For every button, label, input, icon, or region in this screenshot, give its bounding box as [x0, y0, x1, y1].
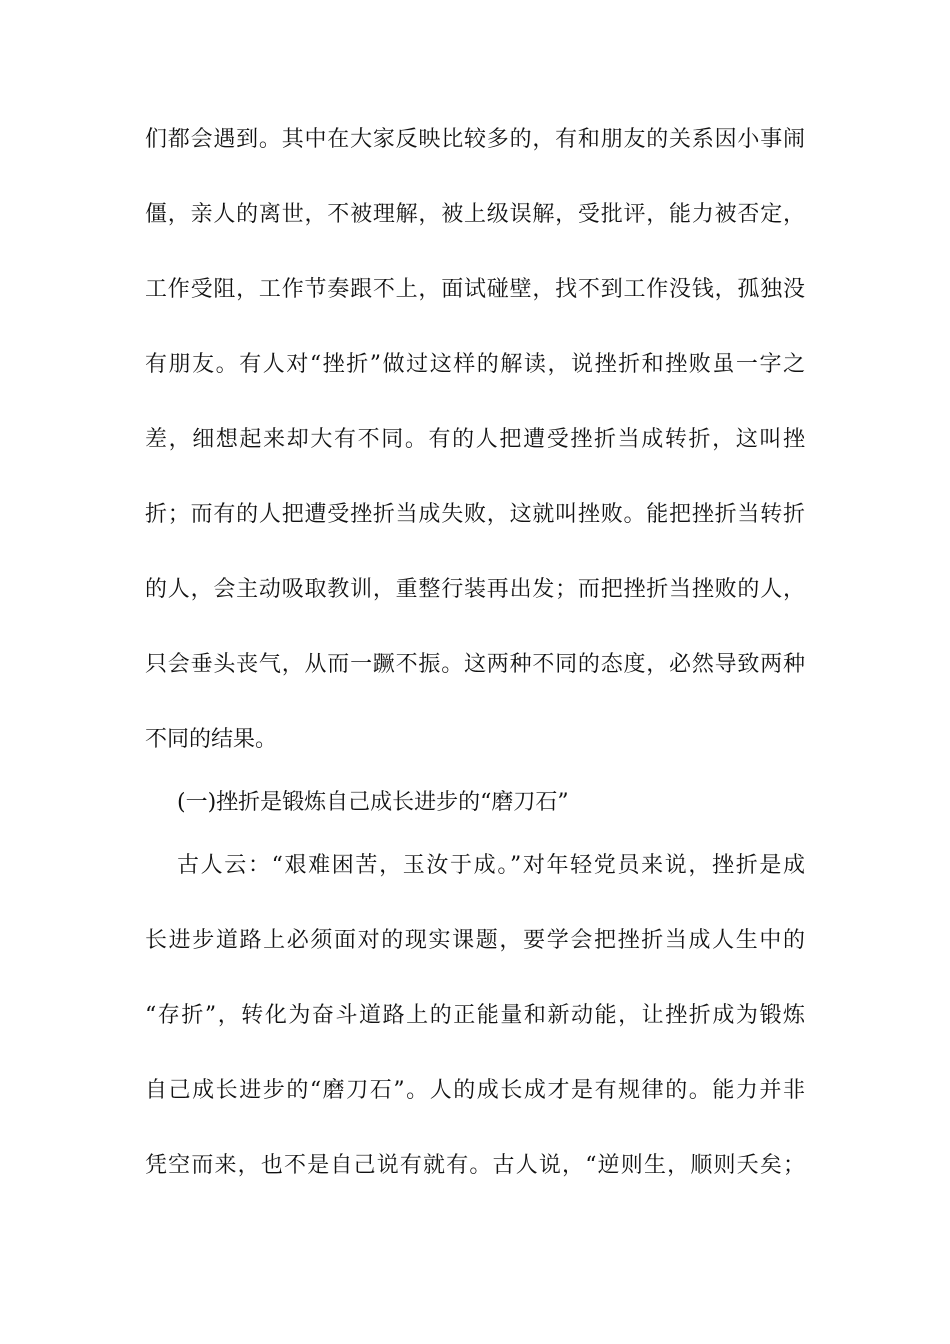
text-line: 折；而有的人把遭受挫折当成失败，这就叫挫败。能把挫折当转折 — [145, 502, 805, 527]
text-line: 只会垂头丧气，从而一蹶不振。这两种不同的态度，必然导致两种 — [145, 652, 805, 677]
text-line: 长进步道路上必须面对的现实课题，要学会把挫折当成人生中的 — [145, 928, 805, 953]
text-line: 工作受阻，工作节奏跟不上，面试碰壁，找不到工作没钱，孤独没 — [145, 277, 805, 302]
section-heading: (一)挫折是锻炼自己成长进步的“磨刀石” — [177, 790, 569, 815]
text-line: 差，细想起来却大有不同。有的人把遭受挫折当成转折，这叫挫 — [145, 427, 805, 452]
text-line: 们都会遇到。其中在大家反映比较多的，有和朋友的关系因小事闹 — [145, 127, 805, 152]
text-line: 不同的结果。 — [145, 727, 278, 752]
text-line: 自己成长进步的“磨刀石”。人的成长成才是有规律的。能力并非 — [145, 1078, 805, 1103]
text-line: 的人，会主动吸取教训，重整行装再出发；而把挫折当挫败的人， — [145, 577, 805, 602]
text-line: 有朋友。有人对“挫折”做过这样的解读，说挫折和挫败虽一字之 — [145, 352, 805, 377]
text-line: “存折”，转化为奋斗道路上的正能量和新动能，让挫折成为锻炼 — [145, 1003, 805, 1028]
text-line: 凭空而来，也不是自己说有就有。古人说，“逆则生，顺则夭矣； — [145, 1153, 805, 1178]
text-line: 僵，亲人的离世，不被理解，被上级误解，受批评，能力被否定， — [145, 202, 805, 227]
text-line: 古人云：“艰难困苦，玉汝于成。”对年轻党员来说，挫折是成 — [177, 853, 805, 878]
